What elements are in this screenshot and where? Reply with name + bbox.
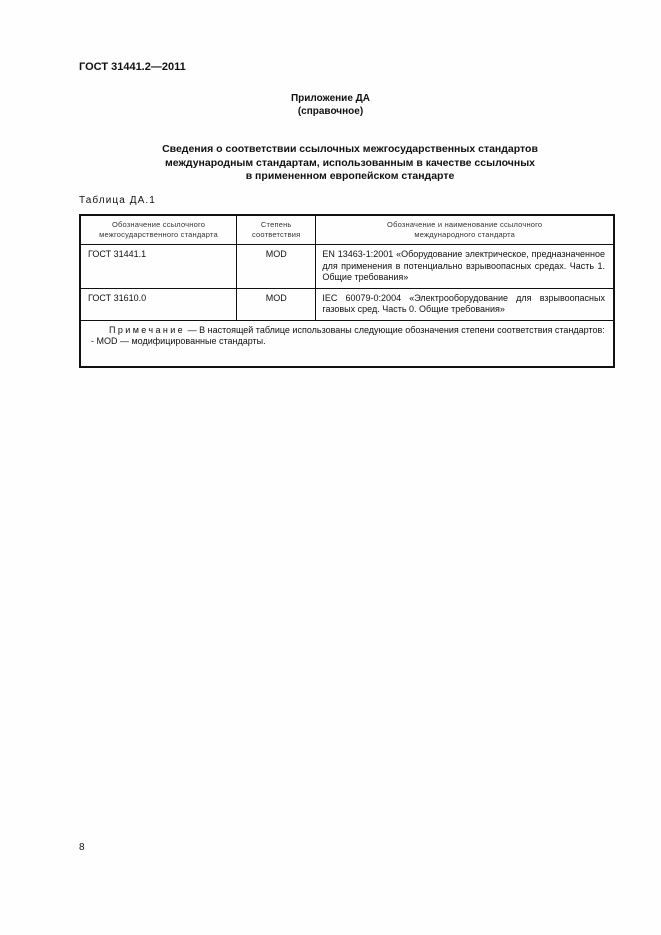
section-title-line: в примененном европейском стандарте	[245, 170, 455, 182]
table-caption: Таблица ДА.1	[79, 195, 156, 206]
table-note	[80, 320, 614, 367]
note-text: — В настоящей таблице использованы следующие обозначения степени соответствия стандартов:	[185, 324, 605, 335]
annex-heading	[0, 92, 661, 118]
section-title-line: международным стандартам, использованным в качестве ссылочных	[164, 156, 535, 169]
section-title	[120, 143, 580, 184]
standard-cell: ГОСТ 31441.1	[80, 245, 237, 289]
note-label: Примечание	[109, 324, 186, 335]
international-cell: EN 13463-1:2001 «Оборудование электрическое, предназначенное для применения в потенциально взрывоопасных средах. Часть 1. Общие требования»	[316, 245, 614, 289]
standards-table	[79, 214, 615, 368]
table-header-row	[80, 215, 614, 245]
document-header: ГОСТ 31441.2—2011	[79, 61, 186, 73]
table-row	[80, 288, 614, 320]
standard-cell: ГОСТ 31610.0	[80, 288, 237, 320]
annex-title: Приложение ДА	[290, 93, 371, 104]
page-number: 8	[79, 842, 85, 853]
table-row	[80, 245, 614, 289]
note-list-item: - MOD — модифицированные стандарты.	[91, 336, 266, 346]
degree-cell: MOD	[237, 245, 316, 289]
column-header-international-standard: Обозначение и наименование ссылочного международного стандарта	[316, 215, 614, 245]
annex-subtitle: (справочное)	[297, 106, 364, 117]
section-title-line: Сведения о соответствии ссылочных межгосударственных стандартов	[162, 143, 538, 155]
column-header-interstate-standard: Обозначение ссылочного межгосударственного стандарта	[80, 215, 237, 245]
column-header-degree: Степень соответствия	[237, 215, 316, 245]
international-cell: IEC 60079-0:2004 «Электрооборудование для взрывоопасных газовых сред. Часть 0. Общие требования»	[316, 288, 614, 320]
table-note-row	[80, 320, 614, 367]
degree-cell: MOD	[237, 288, 316, 320]
